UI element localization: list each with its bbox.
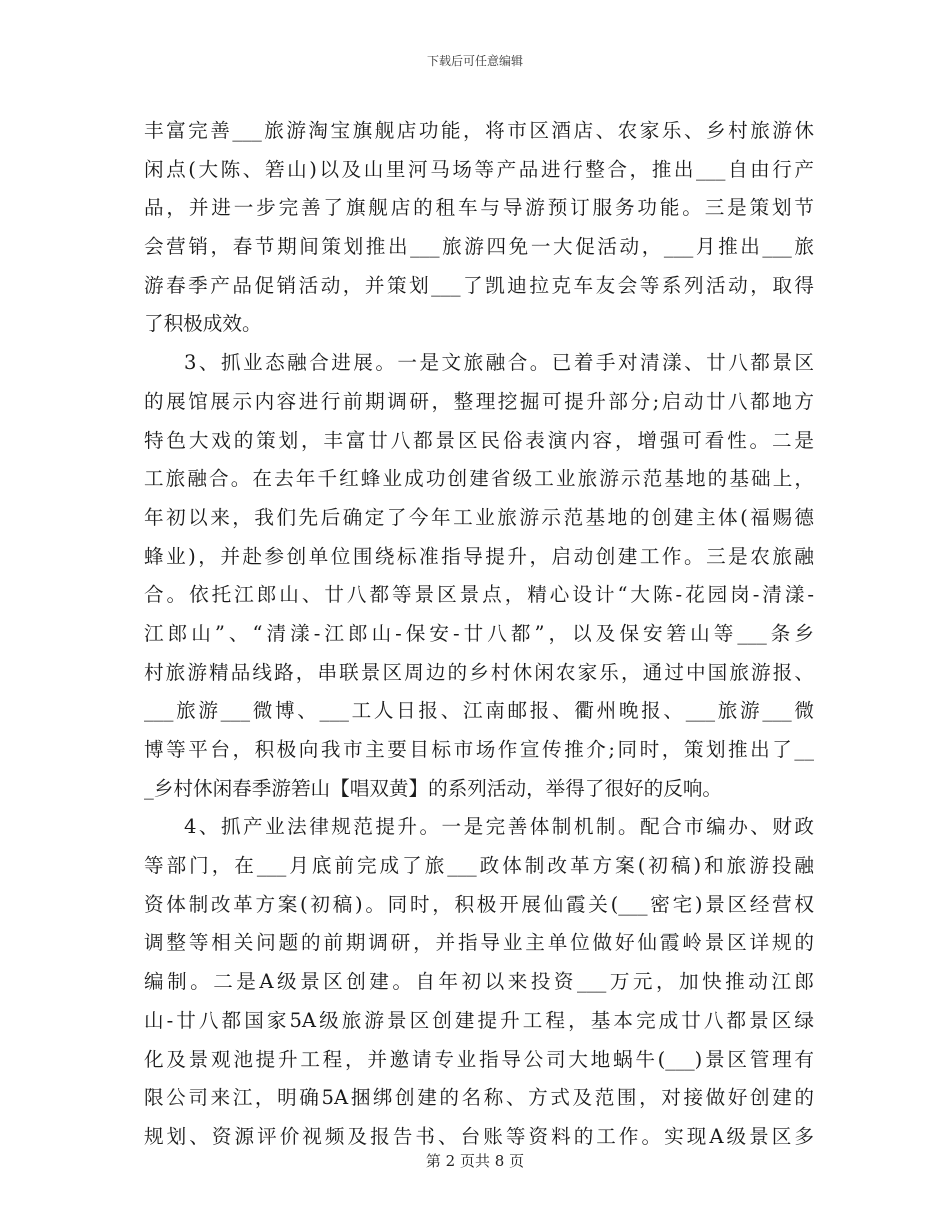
text-line: 游春季产品促销活动，并策划___了凯迪拉克车友会等系列活动，取得 <box>144 273 814 297</box>
text-line: 资体制改革方案(初稿)。同时，积极开展仙霞关(___密宅)景区经营权 <box>144 892 814 916</box>
text-line: 规划、资源评价视频及报告书、台账等资料的工作。实现A级景区多 <box>144 1124 814 1148</box>
text-line: 年初以来，我们先后确定了今年工业旅游示范基地的创建主体(福赐德 <box>144 505 814 529</box>
text-line: _乡村休闲春季游箬山【唱双黄】的系列活动，举得了很好的反响。 <box>144 776 723 800</box>
page-header: 下载后可任意编辑 <box>426 54 523 68</box>
text-line: 会营销，春节期间策划推出___旅游四免一大促活动，___月推出___旅 <box>144 235 814 259</box>
text-line: 的展馆展示内容进行前期调研，整理挖掘可提升部分;启动廿八都地方 <box>144 389 814 413</box>
text-line: 村旅游精品线路，串联景区周边的乡村休闲农家乐，通过中国旅游报、 <box>144 660 814 684</box>
text-line: ___旅游___微博、___工人日报、江南邮报、衢州晚报、___旅游___微 <box>144 699 814 723</box>
text-line: 化及景观池提升工程，并邀请专业指导公司大地蜗牛(___)景区管理有 <box>144 1047 814 1071</box>
text-line: 限公司来江，明确5A捆绑创建的名称、方式及范围，对接做好创建的 <box>144 1086 814 1110</box>
document-body <box>144 112 814 1157</box>
text-line: 山-廿八都国家5A级旅游景区创建提升工程，基本完成廿八都景区绿 <box>144 1008 814 1032</box>
text-line: 了积极成效。 <box>144 312 262 336</box>
text-line: 闲点(大陈、箬山)以及山里河马场等产品进行整合，推出___自由行产 <box>144 157 814 181</box>
text-line: 丰富完善___旅游淘宝旗舰店功能，将市区酒店、农家乐、乡村旅游休 <box>144 119 814 142</box>
page-number-footer: 第 2 页共 8 页 <box>425 1152 525 1170</box>
text-line: 特色大戏的策划，丰富廿八都景区民俗表演内容，增强可看性。二是 <box>144 428 814 452</box>
text-line: 博等平台，积极向我市主要目标市场作宣传推介;同时，策划推出了__ <box>144 738 814 761</box>
text-line: 蜂业)，并赴参创单位围绕标准指导提升，启动创建工作。三是农旅融 <box>144 544 814 568</box>
text-line: 江郎山”、“清漾-江郎山-保安-廿八都”，以及保安箬山等___条乡 <box>144 621 814 645</box>
text-line: 等部门，在___月底前完成了旅___政体制改革方案(初稿)和旅游投融 <box>144 854 814 878</box>
text-line: 调整等相关问题的前期调研，并指导业主单位做好仙霞岭景区详规的 <box>144 931 814 955</box>
text-line: 工旅融合。在去年千红蜂业成功创建省级工业旅游示范基地的基础上， <box>144 467 814 491</box>
paragraph-4-first-line: 4、抓产业法律规范提升。一是完善体制机制。配合市编办、财政 <box>184 815 814 839</box>
text-line: 品，并进一步完善了旗舰店的租车与导游预订服务功能。三是策划节 <box>144 196 814 220</box>
paragraph-3-first-line: 3、抓业态融合进展。一是文旅融合。已着手对清漾、廿八都景区 <box>184 351 814 375</box>
text-line: 编制。二是A级景区创建。自年初以来投资___万元，加快推动江郎 <box>144 970 814 994</box>
text-line: 合。依托江郎山、廿八都等景区景点，精心设计“大陈-花园岗-清漾- <box>144 583 814 607</box>
